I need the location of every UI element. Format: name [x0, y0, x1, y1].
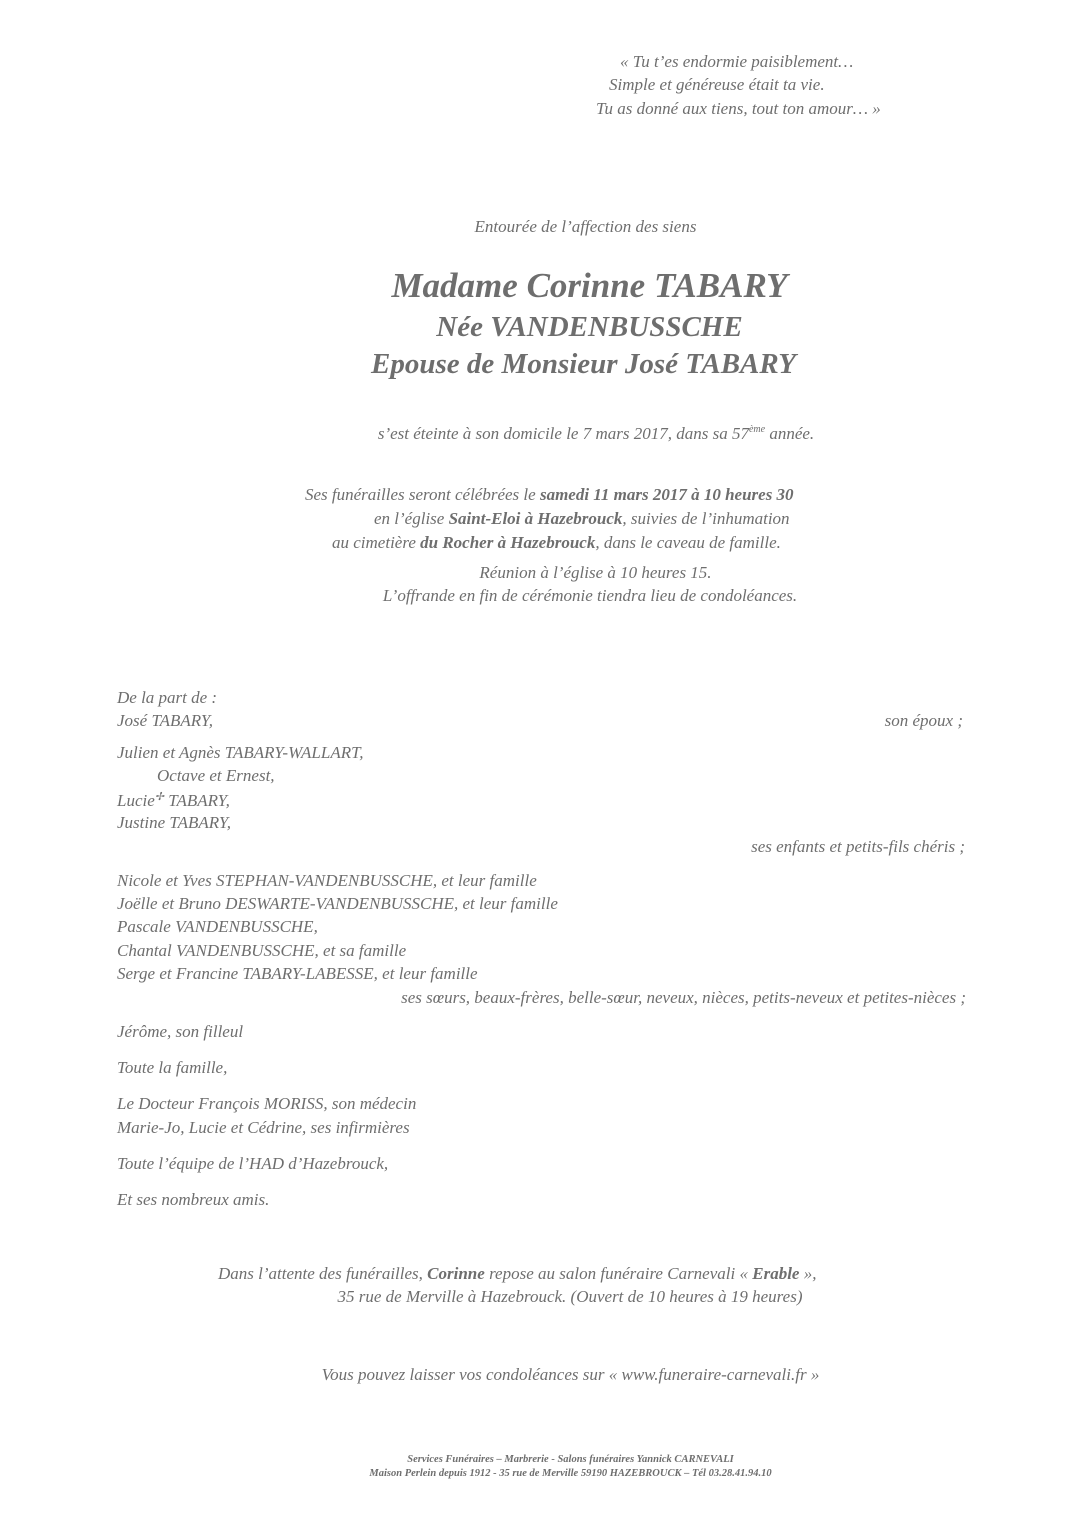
funeral-date: samedi 11 mars 2017 à 10 heures 30: [539, 485, 794, 504]
siblings-role: ses sœurs, beaux-frères, belle-sœur, neveux, nièces, petits-neveux et petites-nièces ;: [401, 988, 966, 1007]
sibling-line-3: Pascale VANDENBUSSCHE,: [117, 917, 318, 936]
family-line: Toute la famille,: [117, 1058, 228, 1077]
funeral-line-3: [332, 533, 781, 553]
children-role: ses enfants et petits-fils chéris ;: [751, 837, 965, 856]
offering-line: L’offrande en fin de cérémonie tiendra lieu de condoléances.: [382, 586, 798, 605]
cross-icon: ✢: [154, 791, 164, 803]
maiden-name: Née VANDENBUSSCHE: [436, 311, 743, 343]
funeral-text: Ses funérailles seront célébrées le: [305, 485, 540, 504]
condolences-line: Vous pouvez laisser vos condoléances sur « www.funeraire-carnevali.fr »: [321, 1365, 820, 1384]
footer-line-2: Maison Perlein depuis 1912 - 35 rue de Merville 59190 HAZEBROUCK – Tél 03.28.41.94.10: [369, 1468, 772, 1479]
rest-end: »,: [799, 1264, 817, 1283]
sibling-line-4: Chantal VANDENBUSSCHE, et sa famille: [117, 941, 407, 960]
rest-firstname: Corinne: [427, 1264, 485, 1283]
poem-line-3: Tu as donné aux tiens, tout ton amour… »: [596, 99, 881, 118]
meeting-line: Réunion à l’église à 10 heures 15.: [479, 563, 712, 582]
sibling-line-1: Nicole et Yves STEPHAN-VANDENBUSSCHE, et leur famille: [117, 871, 537, 890]
church-name: Saint-Eloi à Hazebrouck: [448, 509, 623, 528]
rest-line-2: 35 rue de Merville à Hazebrouck. (Ouvert de 10 heures à 19 heures): [337, 1287, 803, 1306]
nurses-line: Marie-Jo, Lucie et Cédrine, ses infirmières: [117, 1118, 410, 1137]
church-suffix: , suivies de l’inhumation: [622, 509, 790, 528]
child-line-lucie: [117, 790, 230, 811]
rest-salon: repose au salon funéraire Carnevali «: [484, 1264, 753, 1283]
rest-text: Dans l’attente des funérailles,: [218, 1264, 428, 1283]
funeral-line-1: [305, 485, 794, 505]
death-line: [0, 424, 1075, 444]
poem-line-1: « Tu t’es endormie paisiblement…: [620, 52, 854, 71]
rest-room: Erable: [752, 1264, 800, 1283]
child-line-1: Julien et Agnès TABARY-WALLART,: [117, 743, 364, 762]
child-line-justine: Justine TABARY,: [117, 813, 231, 832]
spouse-role: son époux ;: [884, 711, 963, 730]
poem-line-2: Simple et généreuse était ta vie.: [609, 75, 825, 94]
cemetery-name: du Rocher à Hazebrouck: [420, 533, 596, 552]
sibling-line-5: Serge et Francine TABARY-LABESSE, et leur famille: [117, 964, 478, 983]
church-prefix: en l’église: [374, 509, 449, 528]
sibling-line-2: Joëlle et Bruno DESWARTE-VANDENBUSSCHE, et leur famille: [117, 894, 558, 913]
spouse-line: Epouse de Monsieur José TABARY: [371, 348, 796, 380]
lucie-surname: TABARY,: [164, 791, 230, 810]
rest-line-1: [218, 1264, 816, 1284]
funeral-line-2: [374, 509, 790, 529]
death-sup: ème: [748, 424, 766, 435]
grandchildren-line: Octave et Ernest,: [157, 766, 275, 785]
friends-line: Et ses nombreux amis.: [117, 1190, 270, 1209]
godson-line: Jérôme, son filleul: [117, 1022, 244, 1041]
spouse-name: José TABARY,: [117, 711, 214, 730]
family-intro: De la part de :: [117, 688, 218, 707]
had-team-line: Toute l’équipe de l’HAD d’Hazebrouck,: [117, 1154, 389, 1173]
death-text-end: année.: [765, 424, 815, 443]
footer-line-1: Services Funéraires – Marbrerie - Salons funéraires Yannick CARNEVALI: [407, 1454, 734, 1465]
cemetery-prefix: au cimetière: [332, 533, 421, 552]
cemetery-suffix: , dans le caveau de famille.: [595, 533, 781, 552]
lucie-name: Lucie: [117, 791, 155, 810]
death-text: s’est éteinte à son domicile le 7 mars 2017, dans sa 57: [377, 424, 749, 443]
intro-line: Entourée de l’affection des siens: [474, 217, 697, 236]
deceased-name: Madame Corinne TABARY: [391, 266, 788, 305]
doctor-line: Le Docteur François MORISS, son médecin: [117, 1094, 417, 1113]
